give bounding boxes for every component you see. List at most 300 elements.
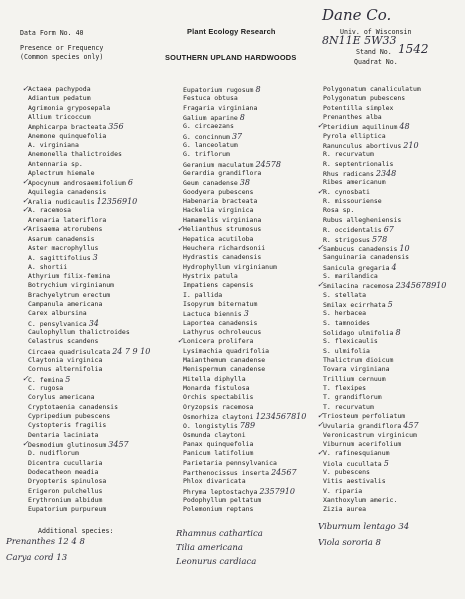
species-name: Ranunculus abortivus <box>323 142 402 151</box>
species-row <box>183 178 306 187</box>
handwritten-frequency-note: 578 <box>371 234 388 244</box>
species-row <box>183 272 306 281</box>
species-row <box>323 291 446 300</box>
species-name: Menispermum canadense <box>183 365 266 374</box>
species-name: Aralia nudicaulis <box>28 198 95 207</box>
species-name: Lactuca biennis <box>183 310 242 319</box>
species-name: Polygonatum pubescens <box>323 94 406 103</box>
species-name: G. triflorum <box>183 150 230 159</box>
species-name: Triosteum perfoliatum <box>323 412 406 421</box>
check-mark: ✓ <box>177 336 184 346</box>
check-mark: ✓ <box>317 420 324 430</box>
species-name: Arisaema atrorubens <box>28 225 103 234</box>
species-row <box>323 132 446 141</box>
community-title: SOUTHERN UPLAND HARDWOODS <box>165 53 297 62</box>
species-name: Hepatica acutiloba <box>183 234 254 243</box>
species-row <box>323 169 446 178</box>
handwritten-stand-number: 1542 <box>398 42 429 56</box>
species-name: Panax quinquefolia <box>183 440 254 449</box>
species-row <box>183 141 306 150</box>
species-row <box>323 94 446 103</box>
species-name: Geranium maculatum <box>183 160 254 169</box>
species-row <box>183 197 306 206</box>
species-row <box>323 113 446 122</box>
species-row <box>28 449 150 458</box>
species-row <box>183 431 306 440</box>
species-row <box>28 281 150 290</box>
species-row <box>323 347 446 356</box>
species-row <box>28 94 150 103</box>
species-name: Caulophyllum thalictroides <box>28 327 130 336</box>
species-row <box>28 141 150 150</box>
species-name: Sanicula gregaria <box>323 263 390 272</box>
species-row <box>183 412 306 421</box>
species-name: Monarda fistulosa <box>183 384 250 392</box>
species-name: Campanula americana <box>28 299 103 308</box>
species-name: Rhus radicans <box>323 170 374 179</box>
species-row <box>28 505 150 514</box>
check-mark: ✓ <box>317 448 324 458</box>
species-name: Polemonium reptans <box>183 505 254 514</box>
species-name: Hackelia virginica <box>183 206 254 215</box>
species-name: Smilax ecirrhata <box>323 300 386 309</box>
species-name: Trillium cernuum <box>323 374 386 383</box>
check-mark: ✓ <box>317 121 324 131</box>
species-name: Brachyelytrum erectum <box>28 290 111 299</box>
species-row <box>183 263 306 272</box>
additional-species-item: Prenanthes 12 4 8 <box>6 537 85 547</box>
species-row <box>317 280 447 291</box>
species-name: Zizia aurea <box>323 505 367 514</box>
species-row <box>28 421 150 430</box>
species-row <box>317 448 446 458</box>
species-name: A. virginiana <box>28 141 79 150</box>
species-row <box>22 205 150 215</box>
species-name: Anemone quinquefolia <box>28 131 107 140</box>
species-row <box>323 225 446 234</box>
species-name: Rubus allegheniensis <box>323 215 402 224</box>
species-name: C. pensylvanica <box>28 319 87 328</box>
species-name: G. concinnum <box>183 132 230 141</box>
species-name: C. femina <box>28 375 64 384</box>
species-row <box>317 121 446 132</box>
species-row <box>323 197 446 206</box>
species-name: Hystrix patula <box>183 271 238 280</box>
check-mark: ✓ <box>22 439 29 449</box>
species-row <box>183 356 306 365</box>
species-name: R. occidentalis <box>323 226 382 235</box>
species-name: Aplectrum hiemale <box>28 169 95 178</box>
species-row <box>323 431 446 440</box>
check-mark: ✓ <box>22 373 29 383</box>
species-row <box>22 224 150 234</box>
species-row <box>28 300 150 309</box>
species-row <box>28 356 150 365</box>
species-column-3 <box>317 85 447 515</box>
species-name: Agrimonia gryposepala <box>28 103 111 112</box>
species-name: V. riparia <box>323 486 363 495</box>
species-name: Tovara virginiana <box>323 365 390 374</box>
species-row <box>28 431 150 440</box>
species-row <box>28 122 150 131</box>
species-row <box>183 169 306 178</box>
species-row <box>323 487 446 496</box>
species-row <box>183 449 306 458</box>
species-name: R. septentrionalis <box>323 159 394 168</box>
species-row <box>323 300 446 309</box>
species-name: I. pallida <box>183 290 223 299</box>
species-name: Goodyera pubescens <box>183 187 254 196</box>
species-row <box>28 150 150 159</box>
species-row <box>28 309 150 318</box>
species-name: Podophyllum peltatum <box>183 496 262 505</box>
species-name: Lathyrus ochroleucus <box>183 327 262 336</box>
species-name: Eupatorium rugosum <box>183 86 254 94</box>
species-name: Ribes americanum <box>323 178 386 187</box>
species-name: Uvularia grandiflora <box>323 422 402 431</box>
species-column-1 <box>22 84 151 515</box>
species-row <box>28 337 150 346</box>
species-name: Athyrium filix-femina <box>28 271 111 280</box>
additional-species-label: Additional species: <box>38 527 114 535</box>
check-mark: ✓ <box>317 186 324 196</box>
species-row <box>28 487 150 496</box>
species-row <box>323 375 446 384</box>
handwritten-location: 8N11E 5W33 <box>322 34 397 47</box>
species-row <box>323 328 446 337</box>
species-name: Cypripedium pubescens <box>28 412 111 421</box>
species-name: Pteridium aquilinum <box>323 123 398 132</box>
species-row <box>28 347 150 356</box>
species-row <box>317 186 446 197</box>
species-row <box>183 309 306 318</box>
species-name: T. flexipes <box>323 384 367 392</box>
handwritten-frequency-note: 37 <box>231 131 243 141</box>
species-row <box>183 328 306 337</box>
species-row <box>323 505 446 514</box>
species-row <box>28 403 150 412</box>
additional-species-item: Carya cord 13 <box>6 553 68 563</box>
species-name: Dentaria laciniata <box>28 430 99 439</box>
species-row <box>177 224 306 234</box>
check-mark: ✓ <box>22 177 29 187</box>
species-name: G. lanceolatum <box>183 141 238 150</box>
handwritten-frequency-note: 8 <box>255 85 261 94</box>
species-name: S. ulmifolia <box>323 346 370 355</box>
species-row <box>323 356 446 365</box>
species-row <box>28 235 150 244</box>
species-row <box>183 319 306 328</box>
species-name: Aster macrophyllus <box>28 243 99 252</box>
species-row <box>183 496 306 505</box>
species-row <box>183 85 306 94</box>
species-name: Helianthus strumosus <box>183 225 262 234</box>
handwritten-frequency-note: 3 <box>243 309 249 319</box>
check-mark: ✓ <box>177 224 184 234</box>
species-name: Antennaria sp. <box>28 159 83 168</box>
species-name: R. cynosbati <box>323 187 370 196</box>
species-name: Sanguinaria canadensis <box>323 253 410 262</box>
species-name: Adiantum pedatum <box>28 94 91 103</box>
species-name: V. pubescens <box>323 468 370 477</box>
species-name: Dryopteris spinulosa <box>28 477 107 486</box>
common-species-label: (Common species only) <box>20 53 104 61</box>
species-row <box>323 141 446 150</box>
handwritten-frequency-note: 8 <box>395 327 401 337</box>
species-name: Apocynum androsaemifolium <box>28 179 126 188</box>
species-row <box>28 113 150 122</box>
additional-species-item: Viburnum lentago 34 <box>318 522 410 532</box>
species-row <box>28 244 150 253</box>
handwritten-frequency-note: 5 <box>387 299 393 309</box>
species-row <box>323 384 446 393</box>
species-name: Gerardia grandiflora <box>183 169 262 178</box>
handwritten-frequency-note: 6 <box>127 178 133 188</box>
check-mark: ✓ <box>22 196 29 206</box>
species-name: Corylus americana <box>28 393 95 402</box>
species-name: O. longistylis <box>183 422 238 431</box>
species-row <box>323 496 446 505</box>
handwritten-frequency-note: 10 <box>399 243 410 253</box>
species-row <box>183 216 306 225</box>
species-row <box>183 487 306 496</box>
handwritten-frequency-note: 67 <box>383 225 394 235</box>
species-row <box>28 468 150 477</box>
check-mark: ✓ <box>22 205 29 215</box>
species-name: Botrychium virginianum <box>28 281 115 290</box>
species-name: Anemonella thalictroides <box>28 150 122 159</box>
species-row <box>323 253 446 262</box>
species-row <box>323 365 446 374</box>
handwritten-frequency-note: 24 7 9 10 <box>112 346 151 356</box>
species-name: Laportea canadensis <box>183 318 258 327</box>
species-name: Prenanthes alba <box>323 113 382 122</box>
species-row <box>183 477 306 486</box>
species-name: Rosa sp. <box>323 206 355 215</box>
species-name: Heuchera richardsonii <box>183 243 266 252</box>
species-row <box>183 253 306 262</box>
species-name: Mitella diphylla <box>183 374 246 383</box>
species-row <box>323 216 446 225</box>
species-row <box>28 459 150 468</box>
species-row <box>183 132 306 141</box>
species-row <box>323 104 446 113</box>
species-row <box>28 365 150 374</box>
handwritten-frequency-note: 24578 <box>255 159 281 169</box>
species-column-2 <box>177 85 307 515</box>
handwritten-frequency-note: 1234567810 <box>255 412 307 422</box>
species-name: R. strigosus <box>323 235 370 244</box>
species-row <box>183 188 306 197</box>
species-name: Cryptotaenia canadensis <box>28 402 119 411</box>
check-mark: ✓ <box>317 411 324 421</box>
species-name: A. racemosa <box>28 206 72 215</box>
species-row <box>28 188 150 197</box>
stand-number-label: Stand No. <box>356 48 392 56</box>
species-row <box>323 468 446 477</box>
check-mark: ✓ <box>317 280 324 290</box>
additional-species-item: Leonurus cardiaca <box>176 557 257 567</box>
species-name: Arenaria lateriflora <box>28 215 107 224</box>
species-row <box>28 132 150 141</box>
species-row <box>317 420 446 431</box>
species-name: Asarum canadensis <box>28 234 95 243</box>
species-name: Allium tricoccum <box>28 113 91 122</box>
species-name: S. stellata <box>323 290 367 299</box>
species-name: Osmunda claytoni <box>183 430 246 439</box>
handwritten-county: Dane Co. <box>322 6 392 24</box>
species-name: Erigeron pulchellus <box>28 486 103 495</box>
species-name: Lonicera prolifera <box>183 337 254 346</box>
species-row <box>183 468 306 477</box>
species-name: S. tamnoides <box>323 318 370 327</box>
species-row <box>28 216 150 225</box>
species-name: G. circaezans <box>183 122 234 131</box>
species-name: A. sagittifolius <box>28 254 91 263</box>
species-name: Dodecatheon meadia <box>28 468 99 477</box>
species-row <box>323 160 446 169</box>
species-name: Festuca obtusa <box>183 94 238 103</box>
species-name: V. rafinesquianum <box>323 449 390 458</box>
species-row <box>28 253 150 262</box>
species-row <box>183 347 306 356</box>
species-row <box>183 235 306 244</box>
species-name: Cystopteris fragilis <box>28 421 107 430</box>
handwritten-frequency-note: 34 <box>88 318 99 328</box>
species-name: Desmodium glutinosum <box>28 441 107 450</box>
species-row <box>28 160 150 169</box>
species-name: Osmorhiza claytoni <box>183 413 254 422</box>
species-row <box>183 150 306 159</box>
species-row <box>323 206 446 215</box>
handwritten-frequency-note: 2348 <box>375 169 397 179</box>
handwritten-frequency-note: 8 <box>239 113 245 123</box>
handwritten-frequency-note: 4 <box>391 262 397 272</box>
species-name: Thalictrum dioicum <box>323 355 394 364</box>
species-name: Phlox divaricata <box>183 477 246 486</box>
handwritten-frequency-note: 2345678910 <box>395 281 447 291</box>
species-name: C. rugosa <box>28 384 64 392</box>
handwritten-frequency-note: 789 <box>239 421 256 431</box>
species-row <box>183 375 306 384</box>
species-row <box>323 403 446 412</box>
species-name: Panicum latifolium <box>183 449 254 458</box>
species-name: Galium aparine <box>183 114 238 123</box>
handwritten-frequency-note: 3457 <box>108 440 129 450</box>
handwritten-frequency-note: 2357910 <box>259 486 295 496</box>
species-name: Polygonatum canaliculatum <box>323 85 421 93</box>
species-row <box>28 477 150 486</box>
species-row <box>183 384 306 393</box>
species-name: Lysimachia quadrifolia <box>183 346 270 355</box>
species-name: D. nudiflorum <box>28 449 79 458</box>
species-name: Hydrophyllum virginianum <box>183 262 277 271</box>
species-name: Geum canadense <box>183 179 238 188</box>
species-row <box>28 328 150 337</box>
species-name: Phryma leptostachya <box>183 487 258 496</box>
species-row <box>183 393 306 402</box>
species-row <box>323 150 446 159</box>
species-row <box>323 178 446 187</box>
species-row <box>22 439 150 450</box>
species-row <box>323 319 446 328</box>
quadrat-number-label: Quadrat No. <box>354 58 398 66</box>
species-name: Circaea quadrisulcata <box>28 347 111 356</box>
species-row <box>323 272 446 281</box>
species-name: Cornus alternifolia <box>28 365 103 374</box>
species-name: Smilacina racemosa <box>323 282 394 291</box>
species-name: Xanthoxylum americ. <box>323 496 398 505</box>
check-mark: ✓ <box>22 84 29 93</box>
species-row <box>28 496 150 505</box>
species-row <box>183 122 306 131</box>
species-row <box>22 196 150 207</box>
species-row <box>323 440 446 449</box>
species-row <box>28 291 150 300</box>
handwritten-frequency-note: 48 <box>399 122 410 132</box>
species-row <box>22 373 150 384</box>
species-row <box>323 459 446 468</box>
species-name: Orchis spectabilis <box>183 393 254 402</box>
species-row <box>317 242 446 253</box>
species-row <box>28 319 150 328</box>
species-row <box>323 337 446 346</box>
species-row <box>183 365 306 374</box>
species-row <box>183 421 306 430</box>
species-row <box>183 244 306 253</box>
species-row <box>177 336 306 346</box>
species-name: Sambucus canadensis <box>323 244 398 253</box>
form-title: Plant Ecology Research <box>187 27 276 36</box>
handwritten-frequency-note: 210 <box>403 141 419 151</box>
species-row <box>22 84 150 94</box>
species-row <box>28 393 150 402</box>
handwritten-frequency-note: 457 <box>403 421 419 431</box>
species-name: Amphicarpa bracteata <box>28 123 107 132</box>
handwritten-frequency-note: 356 <box>108 122 124 132</box>
species-name: Hamamelis virginiana <box>183 215 262 224</box>
species-row <box>183 403 306 412</box>
species-row <box>183 440 306 449</box>
species-name: Pyrola elliptica <box>323 131 386 140</box>
presence-label: Presence or Frequency <box>20 44 104 52</box>
form-number: Data Form No. 40 <box>20 29 84 37</box>
species-name: Vitis aestivalis <box>323 477 386 486</box>
species-name: Carex albursina <box>28 309 87 318</box>
handwritten-frequency-note: 12356910 <box>96 197 138 207</box>
species-name: Erythronium albidum <box>28 496 103 505</box>
species-row <box>183 459 306 468</box>
species-row <box>323 85 446 94</box>
species-row <box>183 160 306 169</box>
species-row <box>317 411 446 421</box>
species-name: Habenaria bracteata <box>183 197 258 206</box>
species-row <box>28 169 150 178</box>
species-name: T. recurvatum <box>323 402 374 411</box>
species-row <box>28 263 150 272</box>
species-name: R. missouriense <box>323 197 382 206</box>
species-name: S. herbacea <box>323 309 367 318</box>
species-row <box>28 412 150 421</box>
species-name: Oryzopsis racemosa <box>183 402 254 411</box>
species-name: R. recurvatum <box>323 150 374 159</box>
handwritten-frequency-note: 24567 <box>271 468 297 478</box>
species-name: Parthenocissus inserta <box>183 469 270 478</box>
species-row <box>323 393 446 402</box>
check-mark: ✓ <box>317 242 324 252</box>
species-name: Potentilla simplex <box>323 103 394 112</box>
species-row <box>183 94 306 103</box>
